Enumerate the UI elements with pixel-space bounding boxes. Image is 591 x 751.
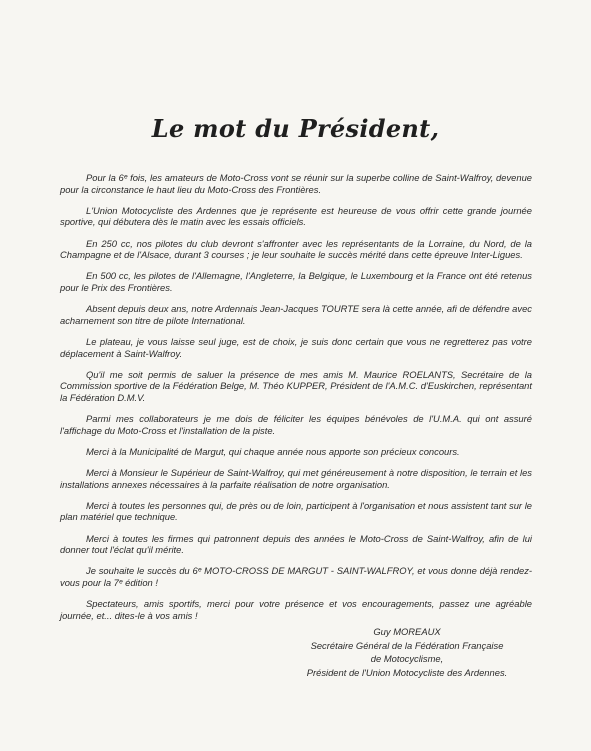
signature-block [262, 625, 552, 679]
paragraph: Je souhaite le succès du 6ᵉ MOTO-CROSS DE MARGUT - SAINT-WALFROY, et vous donne déjà rendez-vous pour la 7ᵉ édition ! [60, 565, 532, 588]
paragraph: Absent depuis deux ans, notre Ardennais Jean-Jacques TOURTE sera là cette année, afi de défendre avec acharnement son titre de pilote International. [60, 303, 532, 326]
signatory-title-1: Secrétaire Général de la Fédération Française [310, 639, 504, 651]
letter-body [60, 172, 532, 631]
paragraph: En 250 cc, nos pilotes du club devront s'affronter avec les représentants de la Lorraine, du Nord, de la Champagne et de l'Alsace, durant 3 courses ; je leur souhaite le succès mérité dans cette épreuve Inter-Ligues. [60, 237, 532, 261]
paragraph: Spectateurs, amis sportifs, merci pour votre présence et vos encouragements, passez une agréable journée, et... dites-le à vos amis ! [60, 598, 532, 621]
signatory-title-2: de Motocyclisme, [370, 653, 444, 665]
signatory-name: Guy MOREAUX [373, 626, 441, 637]
paragraph: L'Union Motocycliste des Ardennes que je représente est heureuse de vous offrir cette grande journée sportive, qui débutera dès le matin avec les essais officiels. [60, 204, 532, 228]
paragraph: Pour la 6ᵉ fois, les amateurs de Moto-Cross vont se réunir sur la superbe colline de Saint-Walfroy, devenue pour la circonstance le haut lieu du Moto-Cross des Frontières. [60, 172, 532, 195]
paragraph: Merci à Monsieur le Supérieur de Saint-Walfroy, qui met généreusement à notre disposition, le terrain et les installations annexes nécessaires à la parfaite réalisation de notre organisation. [60, 467, 532, 490]
page-title: Le mot du Président, [151, 114, 440, 143]
signatory-title-3: Président de l'Union Motocycliste des Ardennes. [306, 666, 508, 678]
paragraph: Le plateau, je vous laisse seul juge, est de choix, je suis donc certain que vous ne regretterez pas votre déplacement à Saint-Walfroy. [60, 335, 532, 359]
paragraph: En 500 cc, les pilotes de l'Allemagne, l'Angleterre, la Belgique, le Luxembourg et la France ont été retenus pour le Prix des Frontières. [60, 270, 532, 293]
paragraph: Merci à la Municipalité de Margut, qui chaque année nous apporte son précieux concours. [86, 445, 460, 457]
paragraph: Merci à toutes les firmes qui patronnent depuis des années le Moto-Cross de Saint-Walfroy, afin de lui donner tout l'éclat qu'il mérite. [60, 532, 532, 556]
paragraph: Merci à toutes les personnes qui, de près ou de loin, participent à l'organisation et nous assistent tant sur le plan matériel que technique. [60, 499, 532, 523]
paragraph: Parmi mes collaborateurs je me dois de féliciter les équipes bénévoles de l'U.M.A. qui ont assuré l'affichage du Moto-Cross et l'installation de la piste. [60, 413, 532, 436]
paragraph: Qu'il me soit permis de saluer la présence de mes amis M. Maurice ROELANTS, Secrétaire de la Commission sportive de la Fédération Belge, M. Théo KUPPER, Président de l'A.M.C. d'Euskirchen, représentant la Fédération D.M.V. [60, 368, 532, 403]
